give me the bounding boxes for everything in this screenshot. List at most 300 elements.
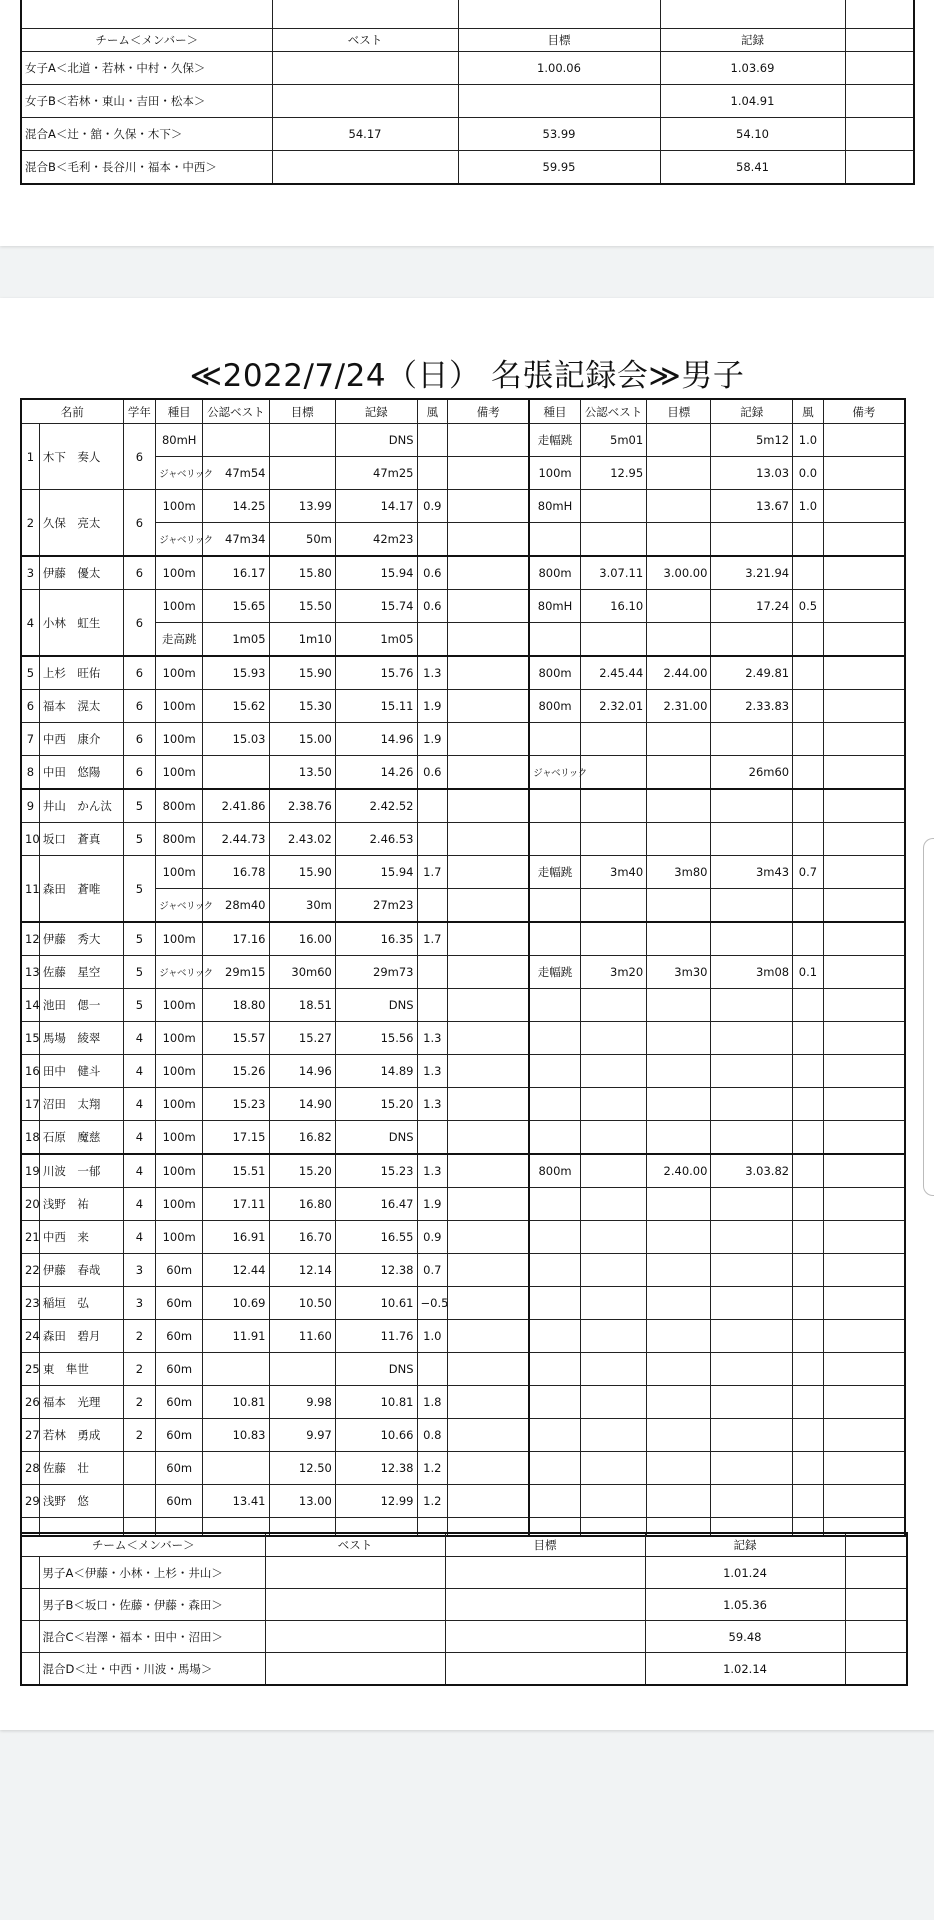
result-cell: 16.78: [203, 856, 269, 889]
result-cell: 1.3: [417, 656, 448, 690]
result-cell: 13.50: [269, 756, 335, 790]
result-cell: [711, 1485, 793, 1518]
result-cell: [448, 823, 530, 856]
team-row: [21, 118, 914, 151]
result-cell: [823, 1386, 905, 1419]
bottom-team-relay-table: [20, 1532, 908, 1686]
team-record: 59.48: [645, 1621, 845, 1653]
team-goal: [445, 1557, 645, 1589]
athlete-row: [21, 1485, 905, 1518]
athlete-grade: 2: [123, 1353, 156, 1386]
result-cell: [417, 789, 448, 823]
athlete-row: [21, 1452, 905, 1485]
result-cell: 3.21.94: [711, 556, 793, 590]
result-cell: [580, 789, 646, 823]
result-cell: 15.23: [335, 1154, 417, 1188]
team-record: 58.41: [660, 151, 845, 185]
result-cell: 80mH: [156, 424, 203, 457]
result-cell: 60m: [156, 1419, 203, 1452]
result-cell: [647, 889, 711, 923]
result-cell: 100m: [156, 1154, 203, 1188]
result-cell: DNS: [335, 989, 417, 1022]
team-best: [272, 151, 458, 185]
result-cell: [711, 1188, 793, 1221]
result-cell: 15.93: [203, 656, 269, 690]
header-best: ベスト: [272, 29, 458, 52]
result-cell: 15.00: [269, 723, 335, 756]
result-cell: 2.45.44: [580, 656, 646, 690]
result-cell: 0.7: [793, 856, 824, 889]
result-cell: 3.03.82: [711, 1154, 793, 1188]
athlete-row: [21, 956, 905, 989]
result-cell: [529, 1485, 580, 1518]
result-cell: 800m: [529, 1154, 580, 1188]
result-cell: 60m: [156, 1287, 203, 1320]
result-cell: 14.25: [203, 490, 269, 523]
result-cell: 9.98: [269, 1386, 335, 1419]
result-cell: 3m43: [711, 856, 793, 889]
result-cell: 13.67: [711, 490, 793, 523]
column-header: 種目: [529, 399, 580, 424]
result-cell: [269, 424, 335, 457]
result-cell: [529, 1188, 580, 1221]
result-cell: [823, 823, 905, 856]
result-cell: 0.8: [417, 1419, 448, 1452]
result-cell: 1m05: [203, 623, 269, 657]
result-cell: [580, 1221, 646, 1254]
athlete-name: 中西 来: [39, 1221, 123, 1254]
result-cell: [417, 623, 448, 657]
result-cell: [823, 623, 905, 657]
result-cell: 走高跳: [156, 623, 203, 657]
column-header: 名前: [21, 399, 123, 424]
result-cell: [647, 1088, 711, 1121]
result-cell: 1m05: [335, 623, 417, 657]
result-cell: 1.3: [417, 1055, 448, 1088]
result-cell: 60m: [156, 1386, 203, 1419]
result-cell: 1.3: [417, 1154, 448, 1188]
result-cell: 13.99: [269, 490, 335, 523]
team-row: [21, 52, 914, 85]
result-cell: [417, 523, 448, 557]
result-cell: 16.10: [580, 590, 646, 623]
result-cell: [448, 1452, 530, 1485]
athlete-row: [21, 590, 905, 623]
result-cell: [647, 457, 711, 490]
result-cell: 15.51: [203, 1154, 269, 1188]
result-cell: [823, 956, 905, 989]
result-cell: 27m23: [335, 889, 417, 923]
header-record: 記録: [660, 29, 845, 52]
result-cell: [793, 756, 824, 790]
result-cell: 2.43.02: [269, 823, 335, 856]
result-cell: [823, 889, 905, 923]
result-cell: [823, 1055, 905, 1088]
result-cell: 2.44.73: [203, 823, 269, 856]
result-cell: [711, 1452, 793, 1485]
result-cell: [711, 1320, 793, 1353]
page-title: ≪2022/7/24（日） 名張記録会≫男子: [189, 358, 745, 394]
result-cell: [793, 1221, 824, 1254]
result-cell: [711, 623, 793, 657]
athlete-row: [21, 656, 905, 690]
result-cell: [448, 1221, 530, 1254]
athlete-name: 佐藤 壮: [39, 1452, 123, 1485]
team-record: 1.02.14: [645, 1653, 845, 1686]
team-goal: [445, 1621, 645, 1653]
team-record: 1.01.24: [645, 1557, 845, 1589]
result-cell: 28m40: [203, 889, 269, 923]
result-cell: [203, 756, 269, 790]
result-cell: 100m: [156, 490, 203, 523]
team-team: 男子B＜坂口・佐藤・伊藤・森田＞: [39, 1589, 265, 1621]
top-team-partial-row: [21, 0, 914, 29]
result-cell: [711, 989, 793, 1022]
result-cell: 100m: [156, 756, 203, 790]
result-cell: 16.00: [269, 922, 335, 956]
result-cell: 0.6: [417, 756, 448, 790]
result-cell: 5m12: [711, 424, 793, 457]
result-cell: 15.30: [269, 690, 335, 723]
athlete-number: 8: [21, 756, 39, 790]
result-cell: [580, 723, 646, 756]
result-cell: 1.2: [417, 1485, 448, 1518]
top-team-relay-table: [20, 0, 915, 185]
athlete-number: 23: [21, 1287, 39, 1320]
result-cell: 1.0: [793, 424, 824, 457]
athlete-number: 21: [21, 1221, 39, 1254]
team-team: 混合C＜岩澤・福本・田中・沼田＞: [39, 1621, 265, 1653]
result-cell: [823, 1419, 905, 1452]
result-cell: [823, 989, 905, 1022]
result-cell: [823, 690, 905, 723]
result-cell: [711, 889, 793, 923]
result-cell: 15.80: [269, 556, 335, 590]
team-row: [21, 85, 914, 118]
athlete-grade: 6: [123, 723, 156, 756]
result-cell: 30m60: [269, 956, 335, 989]
result-cell: 0.9: [417, 1221, 448, 1254]
team-goal: [445, 1653, 645, 1686]
athlete-row: [21, 922, 905, 956]
result-cell: 15.94: [335, 856, 417, 889]
athlete-number: 25: [21, 1353, 39, 1386]
result-cell: 0.1: [793, 956, 824, 989]
result-cell: [448, 623, 530, 657]
team-record: 1.03.69: [660, 52, 845, 85]
athlete-grade: 5: [123, 922, 156, 956]
result-cell: [647, 1055, 711, 1088]
result-cell: 18.51: [269, 989, 335, 1022]
result-cell: 2.49.81: [711, 656, 793, 690]
result-cell: [580, 1022, 646, 1055]
athlete-number: 28: [21, 1452, 39, 1485]
result-cell: 1.8: [417, 1386, 448, 1419]
result-cell: [448, 1022, 530, 1055]
result-cell: [711, 1022, 793, 1055]
athlete-grade: 3: [123, 1287, 156, 1320]
result-cell: [823, 922, 905, 956]
top-team-header-row: [21, 29, 914, 52]
athlete-name: 稲垣 弘: [39, 1287, 123, 1320]
result-cell: ジャベリック: [156, 523, 203, 557]
result-cell: 0.0: [793, 457, 824, 490]
result-cell: [580, 1386, 646, 1419]
result-cell: [647, 1254, 711, 1287]
result-cell: [711, 1386, 793, 1419]
result-cell: 14.26: [335, 756, 417, 790]
athlete-name: 中田 悠陽: [39, 756, 123, 790]
result-cell: 走幅跳: [529, 856, 580, 889]
athlete-row: [21, 1088, 905, 1121]
athlete-row: [21, 1221, 905, 1254]
result-cell: [203, 1353, 269, 1386]
result-cell: [793, 1154, 824, 1188]
boys-results-table: [20, 398, 906, 1537]
result-cell: 16.82: [269, 1121, 335, 1155]
team-row: [21, 1589, 907, 1621]
athlete-grade: 3: [123, 1254, 156, 1287]
athlete-number: 14: [21, 989, 39, 1022]
athlete-grade: 2: [123, 1419, 156, 1452]
result-cell: 16.91: [203, 1221, 269, 1254]
athlete-number: 12: [21, 922, 39, 956]
result-cell: [793, 723, 824, 756]
athlete-name: 小林 虹生: [39, 590, 123, 657]
result-cell: 11.91: [203, 1320, 269, 1353]
athlete-name: 伊藤 優太: [39, 556, 123, 590]
athlete-name: 森田 碧月: [39, 1320, 123, 1353]
result-cell: [580, 1188, 646, 1221]
athlete-number: 2: [21, 490, 39, 557]
result-cell: 11.76: [335, 1320, 417, 1353]
result-cell: [448, 1485, 530, 1518]
athlete-row: [21, 1154, 905, 1188]
result-cell: 60m: [156, 1254, 203, 1287]
athlete-row: [21, 823, 905, 856]
team-best: 54.17: [272, 118, 458, 151]
result-cell: [823, 656, 905, 690]
result-cell: [793, 1121, 824, 1155]
athlete-number: 7: [21, 723, 39, 756]
scroll-handle[interactable]: [923, 838, 934, 1196]
result-cell: [448, 956, 530, 989]
athlete-name: 川波 一郁: [39, 1154, 123, 1188]
result-cell: [823, 1022, 905, 1055]
athlete-row: [21, 1386, 905, 1419]
column-header: 記録: [711, 399, 793, 424]
result-cell: 1.9: [417, 690, 448, 723]
athlete-number: 29: [21, 1485, 39, 1518]
result-cell: 2.44.00: [647, 656, 711, 690]
result-cell: [580, 1154, 646, 1188]
result-cell: 10.69: [203, 1287, 269, 1320]
result-cell: 15.03: [203, 723, 269, 756]
team-row: [21, 1653, 907, 1686]
result-cell: 26m60: [711, 756, 793, 790]
athlete-row: [21, 1121, 905, 1155]
team-goal: 1.00.06: [458, 52, 660, 85]
result-cell: 12.50: [269, 1452, 335, 1485]
result-cell: DNS: [335, 1353, 417, 1386]
result-cell: 2.41.86: [203, 789, 269, 823]
result-cell: 3.00.00: [647, 556, 711, 590]
result-cell: [711, 1254, 793, 1287]
result-cell: [647, 1419, 711, 1452]
result-cell: 15.94: [335, 556, 417, 590]
athlete-name: 久保 亮太: [39, 490, 123, 557]
team-team: 混合B＜毛利・長谷川・福本・中西＞: [21, 151, 272, 185]
athlete-row: [21, 789, 905, 823]
result-cell: 30m: [269, 889, 335, 923]
result-cell: 0.7: [417, 1254, 448, 1287]
result-cell: 1.3: [417, 1088, 448, 1121]
result-cell: 29m15: [203, 956, 269, 989]
result-cell: [417, 956, 448, 989]
result-cell: 16.35: [335, 922, 417, 956]
result-cell: 800m: [529, 656, 580, 690]
result-cell: 11.60: [269, 1320, 335, 1353]
result-cell: [711, 789, 793, 823]
athlete-grade: 6: [123, 424, 156, 490]
result-cell: [793, 1320, 824, 1353]
result-cell: 2.42.52: [335, 789, 417, 823]
result-cell: [203, 424, 269, 457]
result-cell: [711, 523, 793, 557]
result-cell: [529, 723, 580, 756]
result-cell: [448, 1254, 530, 1287]
header-best: ベスト: [265, 1533, 445, 1557]
result-cell: [793, 922, 824, 956]
result-cell: 15.62: [203, 690, 269, 723]
athlete-grade: 6: [123, 590, 156, 657]
athlete-name: 馬場 綾翠: [39, 1022, 123, 1055]
result-cell: [529, 823, 580, 856]
result-cell: 100m: [156, 1022, 203, 1055]
result-cell: [647, 623, 711, 657]
result-cell: 100m: [156, 1088, 203, 1121]
result-cell: 3m80: [647, 856, 711, 889]
result-cell: [711, 1287, 793, 1320]
result-cell: [647, 1022, 711, 1055]
result-cell: [580, 1055, 646, 1088]
result-cell: 100m: [156, 1055, 203, 1088]
result-cell: 100m: [156, 723, 203, 756]
result-cell: 15.57: [203, 1022, 269, 1055]
team-best: [265, 1557, 445, 1589]
result-cell: [448, 590, 530, 623]
result-cell: 47m25: [335, 457, 417, 490]
result-cell: 15.76: [335, 656, 417, 690]
result-cell: 12.14: [269, 1254, 335, 1287]
header-team: チーム＜メンバー＞: [21, 1533, 265, 1557]
result-cell: [823, 1353, 905, 1386]
result-cell: [647, 989, 711, 1022]
team-row: [21, 151, 914, 185]
result-cell: [529, 1121, 580, 1155]
athlete-number: 24: [21, 1320, 39, 1353]
result-cell: 2.38.76: [269, 789, 335, 823]
result-cell: 12.38: [335, 1254, 417, 1287]
athlete-number: 16: [21, 1055, 39, 1088]
result-cell: [580, 1419, 646, 1452]
result-cell: [823, 490, 905, 523]
result-cell: 800m: [529, 690, 580, 723]
team-team: 女子B＜若林・東山・吉田・松本＞: [21, 85, 272, 118]
result-cell: [417, 457, 448, 490]
result-cell: 3m30: [647, 956, 711, 989]
result-cell: 100m: [156, 1188, 203, 1221]
result-cell: [711, 1419, 793, 1452]
team-best: [265, 1653, 445, 1686]
result-cell: [793, 1386, 824, 1419]
result-cell: [647, 1353, 711, 1386]
result-cell: [448, 756, 530, 790]
athlete-name: 若林 勇成: [39, 1419, 123, 1452]
result-cell: [580, 1353, 646, 1386]
athlete-name: 石原 魔慈: [39, 1121, 123, 1155]
result-cell: 16.70: [269, 1221, 335, 1254]
result-cell: 60m: [156, 1320, 203, 1353]
result-cell: 16.80: [269, 1188, 335, 1221]
result-cell: [448, 1386, 530, 1419]
athlete-row: [21, 723, 905, 756]
result-cell: [580, 1121, 646, 1155]
column-header: 備考: [448, 399, 530, 424]
result-cell: 47m34: [203, 523, 269, 557]
result-cell: [448, 1320, 530, 1353]
result-cell: [580, 922, 646, 956]
athlete-row: [21, 1188, 905, 1221]
result-cell: [647, 490, 711, 523]
team-record: 1.04.91: [660, 85, 845, 118]
result-cell: [448, 856, 530, 889]
result-cell: [529, 1221, 580, 1254]
athlete-name: 福本 光理: [39, 1386, 123, 1419]
result-cell: [647, 1386, 711, 1419]
result-cell: [203, 1452, 269, 1485]
result-cell: 100m: [156, 590, 203, 623]
result-cell: [529, 1386, 580, 1419]
athlete-row: [21, 1353, 905, 1386]
athlete-row: [21, 690, 905, 723]
result-cell: [580, 1485, 646, 1518]
result-cell: 15.56: [335, 1022, 417, 1055]
result-cell: 60m: [156, 1485, 203, 1518]
result-cell: 17.11: [203, 1188, 269, 1221]
result-cell: [647, 1320, 711, 1353]
header-goal: 目標: [445, 1533, 645, 1557]
result-cell: [529, 523, 580, 557]
result-cell: [823, 1287, 905, 1320]
athlete-row: [21, 856, 905, 889]
result-cell: [529, 1353, 580, 1386]
result-cell: [823, 1320, 905, 1353]
team-team: 女子A＜北道・若林・中村・久保＞: [21, 52, 272, 85]
result-cell: ジャベリック: [529, 756, 580, 790]
result-cell: 29m73: [335, 956, 417, 989]
result-cell: 9.97: [269, 1419, 335, 1452]
result-cell: [823, 856, 905, 889]
result-cell: [793, 1188, 824, 1221]
header-record: 記録: [645, 1533, 845, 1557]
result-cell: [793, 623, 824, 657]
result-cell: 80mH: [529, 590, 580, 623]
athlete-number: 17: [21, 1088, 39, 1121]
result-cell: 13.03: [711, 457, 793, 490]
result-cell: 1.2: [417, 1452, 448, 1485]
result-cell: 2.46.53: [335, 823, 417, 856]
